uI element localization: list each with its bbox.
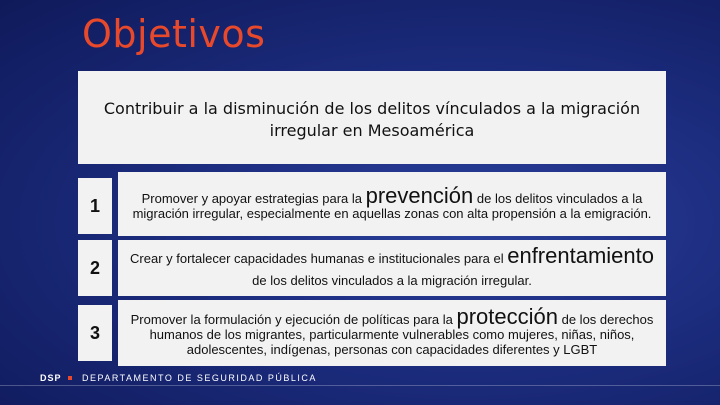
general-objective-box — [78, 71, 666, 164]
objective-number-2: 2 — [78, 240, 112, 296]
objective-box-1 — [118, 172, 666, 236]
objective-text-2-after: de los delitos vinculados a la migración irregular. — [252, 272, 532, 288]
footer-department: DEPARTAMENTO DE SEGURIDAD PÚBLICA — [82, 373, 317, 383]
objective-keyword-3: protección — [456, 304, 558, 329]
objective-text-3-before: Promover la formulación y ejecución de políticas para la — [130, 312, 457, 327]
slide-title: Objetivos — [82, 12, 266, 56]
objective-box-2 — [118, 240, 666, 296]
general-objective-text: Contribuir a la disminución de los delitos vínculados a la migración irregular en Mesoamérica — [103, 98, 641, 140]
objective-number-3: 3 — [78, 305, 112, 361]
objective-text-3-after: de los derechos humanos de los migrantes, particularmente vulnerables como mujeres, niñas, niños, adolescentes, indígenas, personas con capacidades diferentes y LGBT — [149, 312, 654, 357]
objective-number-1: 1 — [78, 178, 112, 234]
objective-box-3 — [118, 300, 666, 366]
objective-text-1-before: Promover y apoyar estrategias para la — [141, 190, 366, 206]
objective-text-2-before: Crear y fortalecer capacidades humanas e institucionales para el — [130, 250, 508, 266]
objective-keyword-2: enfrentamiento — [507, 242, 654, 268]
objective-text-3 — [122, 304, 662, 357]
footer-divider — [0, 385, 720, 386]
objective-text-1-after: de los delitos vinculados a la migración irregular, especialmente en aquellas zonas con alta propensión a la emigración. — [132, 190, 652, 221]
objective-text-1 — [122, 182, 662, 221]
objective-text-2 — [122, 242, 662, 292]
footer-acronym: DSP — [40, 373, 62, 383]
objective-keyword-1: prevención — [365, 182, 474, 208]
footer-separator-dot — [68, 376, 72, 380]
